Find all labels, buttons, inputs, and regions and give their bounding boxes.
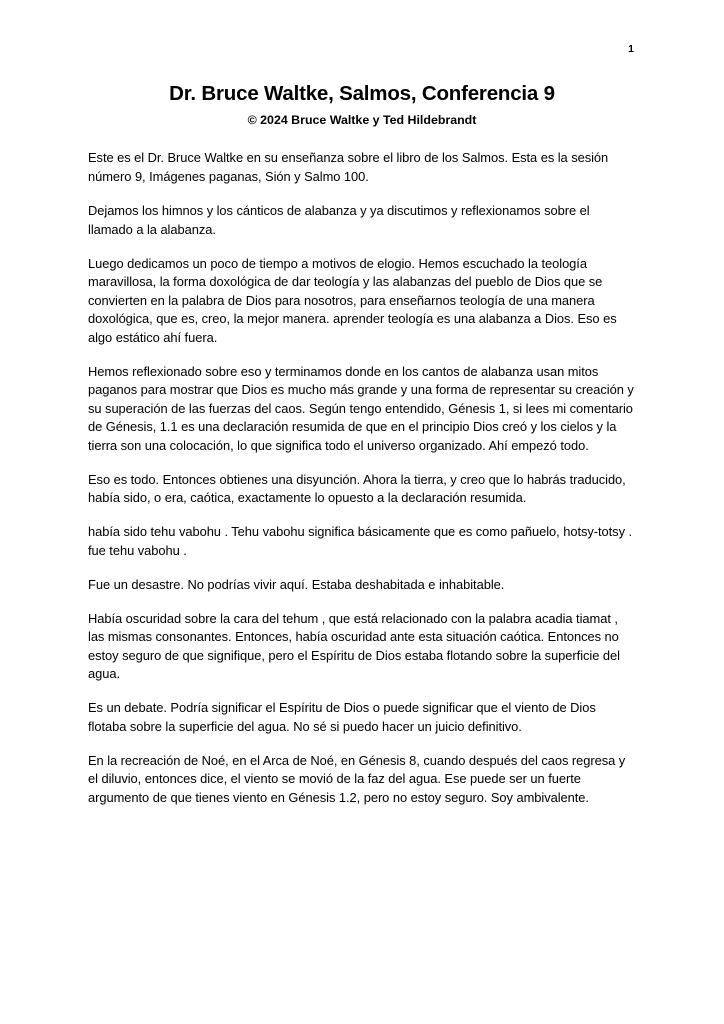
paragraph: Este es el Dr. Bruce Waltke en su enseñanza sobre el libro de los Salmos. Esta es la sesión número 9, Imágenes paganas, Sión y Salmo 100. <box>88 150 609 184</box>
paragraph: Fue un desastre. No podrías vivir aquí. Estaba deshabitada e inhabitable. <box>88 576 505 592</box>
paragraph: Había oscuridad sobre la cara del tehum , que está relacionado con la palabra acadia tiamat , las mismas consonantes. Entonces, había oscuridad ante esta situación caótica. Entonces no estoy seguro de que signifique, pero el Espíritu de Dios estaba flotando sobre la superficie del agua. <box>88 610 620 682</box>
copyright-line: © 2024 Bruce Waltke y Ted Hildebrandt <box>247 112 477 127</box>
paragraph: Dejamos los himnos y los cánticos de alabanza y ya discutimos y reflexionamos sobre el llamado a la alabanza. <box>88 203 590 237</box>
paragraph: había sido tehu vabohu . Tehu vabohu significa básicamente que es como pañuelo, hotsy-totsy . fue tehu vabohu . <box>88 524 633 558</box>
paragraph: Luego dedicamos un poco de tiempo a motivos de elogio. Hemos escuchado la teología maravillosa, la forma doxológica de dar teología y las alabanzas del pueblo de Dios que se convierten en la palabra de Dios para nosotros, para enseñarnos teología de una manera doxológica, que es, creo, la mejor manera. aprender teología es una alabanza a Dios. Eso es algo estático ahí fuera. <box>88 255 617 345</box>
page-number: 1 <box>628 43 634 55</box>
page-title: Dr. Bruce Waltke, Salmos, Conferencia 9 <box>169 82 555 105</box>
paragraph: Eso es todo. Entonces obtienes una disyunción. Ahora la tierra, y creo que lo habrás traducido, había sido, o era, caótica, exactamente lo opuesto a la declaración resumida. <box>88 471 626 506</box>
paragraph: Hemos reflexionado sobre eso y terminamos donde en los cantos de alabanza usan mitos paganos para mostrar que Dios es mucho más grande y una forma de representar su creación y su superación de las fuerzas del caos. Según tengo entendido, Génesis 1, si lees mi comentario de Génesis, 1.1 es una declaración resumida de que en el principio Dios creó y los cielos y la tierra son una colocación, lo que significa todo el universo organizado. Ahí empezó todo. <box>88 363 634 453</box>
paragraph: En la recreación de Noé, en el Arca de Noé, en Génesis 8, cuando después del caos regresa y el diluvio, entonces dice, el viento se movió de la faz del agua. Ese puede ser un fuerte argumento de que tienes viento en Génesis 1.2, pero no estoy seguro. Soy ambivalente. <box>88 752 626 805</box>
body-text <box>88 149 636 807</box>
paragraph: Es un debate. Podría significar el Espíritu de Dios o puede significar que el viento de Dios flotaba sobre la superficie del agua. No sé si puedo hacer un juicio definitivo. <box>88 700 596 734</box>
